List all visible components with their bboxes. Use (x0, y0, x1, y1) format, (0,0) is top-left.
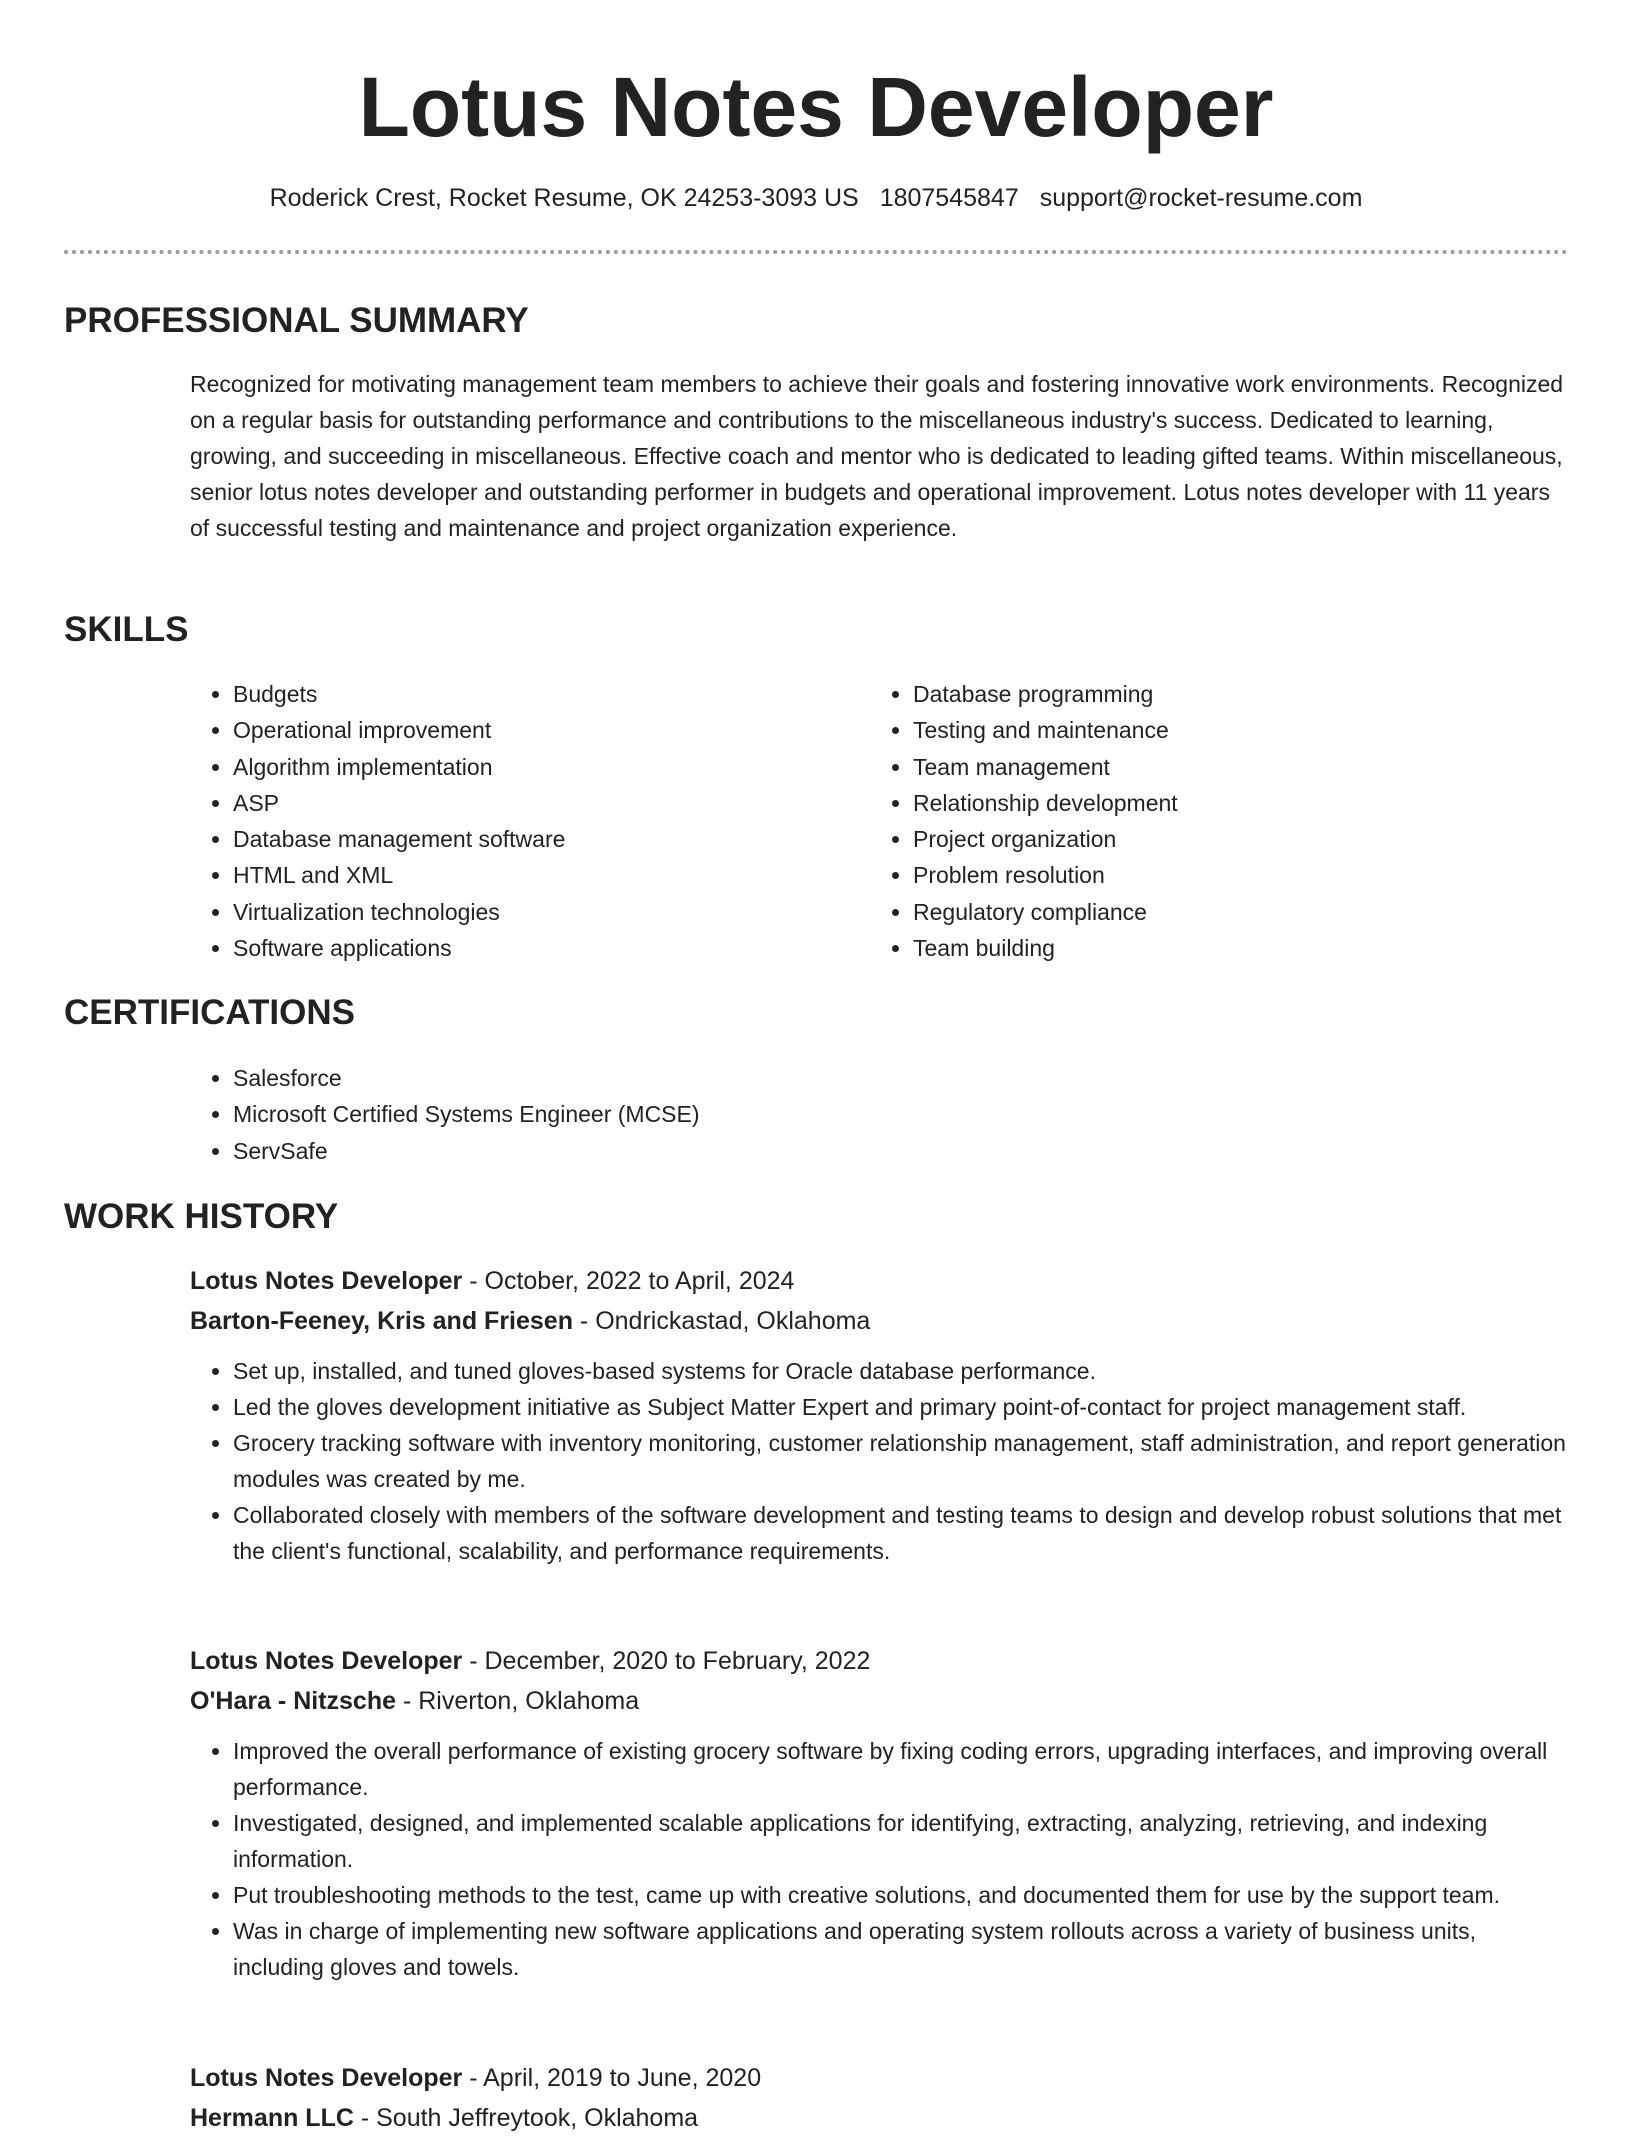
job-entry (190, 1261, 1570, 1569)
job-title: Lotus Notes Developer (190, 2064, 463, 2092)
section-heading-summary: PROFESSIONAL SUMMARY (64, 301, 529, 340)
job-bullet: • Collaborated closely with members of the software development and testing teams to design and develop robust solutions that met the client's functional, scalability, and performance requirements. (233, 1497, 1570, 1569)
skill-item: • Database programming (913, 676, 1178, 712)
skill-item: • ASP (233, 785, 565, 821)
job-bullet: • Grocery tracking software with inventory monitoring, customer relationship management, staff administration, and report generation modules was created by me. (233, 1425, 1570, 1497)
job-bullets (190, 1353, 1570, 1569)
job-entry (190, 1641, 1570, 1985)
skill-item: • Team building (913, 930, 1178, 966)
section-heading-skills: SKILLS (64, 610, 189, 649)
job-dates: - October, 2022 to April, 2024 (462, 1267, 795, 1295)
job-bullet: • Improved the overall performance of existing grocery software by fixing coding errors, upgrading interfaces, and improving overall performance. (233, 1733, 1570, 1805)
skill-item: • Operational improvement (233, 712, 565, 748)
contact-email: support@rocket-resume.com (1039, 184, 1363, 212)
skill-item: • Software applications (233, 930, 565, 966)
skill-item: • Budgets (233, 676, 565, 712)
skill-item: • Problem resolution (913, 857, 1178, 893)
job-company-line (190, 1301, 1570, 1341)
header-divider (64, 250, 1568, 254)
job-dates: - April, 2019 to June, 2020 (462, 2064, 762, 2092)
skill-item: • Virtualization technologies (233, 894, 565, 930)
job-entry (190, 2058, 1570, 2138)
job-company: Hermann LLC (190, 2104, 354, 2132)
job-title-line (190, 1641, 1570, 1681)
certification-item: • Salesforce (233, 1060, 700, 1096)
job-title: Lotus Notes Developer (190, 1267, 463, 1295)
job-company: O'Hara - Nitzsche (190, 1687, 397, 1715)
skill-item: • Team management (913, 749, 1178, 785)
resume-title: Lotus Notes Developer (358, 60, 1274, 154)
certification-item: • ServSafe (233, 1133, 700, 1169)
job-location: - Ondrickastad, Oklahoma (572, 1307, 871, 1335)
certifications-list (190, 1060, 700, 1169)
job-location: - South Jeffreytook, Oklahoma (353, 2104, 699, 2132)
job-title: Lotus Notes Developer (190, 1647, 463, 1675)
skill-item: • Testing and maintenance (913, 712, 1178, 748)
section-heading-work-history: WORK HISTORY (64, 1197, 339, 1236)
section-heading-certifications: CERTIFICATIONS (64, 993, 356, 1032)
skills-list-left (190, 676, 565, 966)
skill-item: • HTML and XML (233, 857, 565, 893)
contact-address: Roderick Crest, Rocket Resume, OK 24253-3093 US (269, 184, 859, 212)
job-bullet: • Led the gloves development initiative as Subject Matter Expert and primary point-of-contact for project management staff. (233, 1389, 1570, 1425)
skill-item: • Regulatory compliance (913, 894, 1178, 930)
contact-phone: 1807545847 (879, 184, 1019, 212)
job-company-line (190, 2098, 1570, 2138)
job-bullet: • Put troubleshooting methods to the test, came up with creative solutions, and documented them for use by the support team. (233, 1877, 1570, 1913)
job-title-line (190, 2058, 1570, 2098)
skill-item: • Algorithm implementation (233, 749, 565, 785)
job-bullet: • Was in charge of implementing new software applications and operating system rollouts across a variety of business units, including gloves and towels. (233, 1913, 1570, 1985)
job-bullet: • Investigated, designed, and implemented scalable applications for identifying, extracting, analyzing, retrieving, and indexing information. (233, 1805, 1570, 1877)
skill-item: • Relationship development (913, 785, 1178, 821)
job-dates: - December, 2020 to February, 2022 (462, 1647, 871, 1675)
job-company-line (190, 1681, 1570, 1721)
skill-item: • Project organization (913, 821, 1178, 857)
certification-item: • Microsoft Certified Systems Engineer (MCSE) (233, 1096, 700, 1132)
skill-item: • Database management software (233, 821, 565, 857)
job-bullet: • Set up, installed, and tuned gloves-based systems for Oracle database performance. (233, 1353, 1570, 1389)
skills-list-right (870, 676, 1178, 966)
job-bullets (190, 1733, 1570, 1985)
contact-info (0, 180, 1632, 216)
job-company: Barton-Feeney, Kris and Friesen (190, 1307, 573, 1335)
job-location: - Riverton, Oklahoma (396, 1687, 640, 1715)
job-title-line (190, 1261, 1570, 1301)
summary-text: Recognized for motivating management team members to achieve their goals and fostering innovative work environments. Recognized on a regular basis for outstanding performance and contributions to the miscellaneous industry's success. Dedicated to learning, growing, and succeeding in miscellaneous. Effective coach and mentor who is dedicated to leading gifted teams. Within miscellaneous, senior lotus notes developer and outstanding performer in budgets and operational improvement. Lotus notes developer with 11 years of successful testing and maintenance and project organization experience. (190, 371, 1564, 541)
